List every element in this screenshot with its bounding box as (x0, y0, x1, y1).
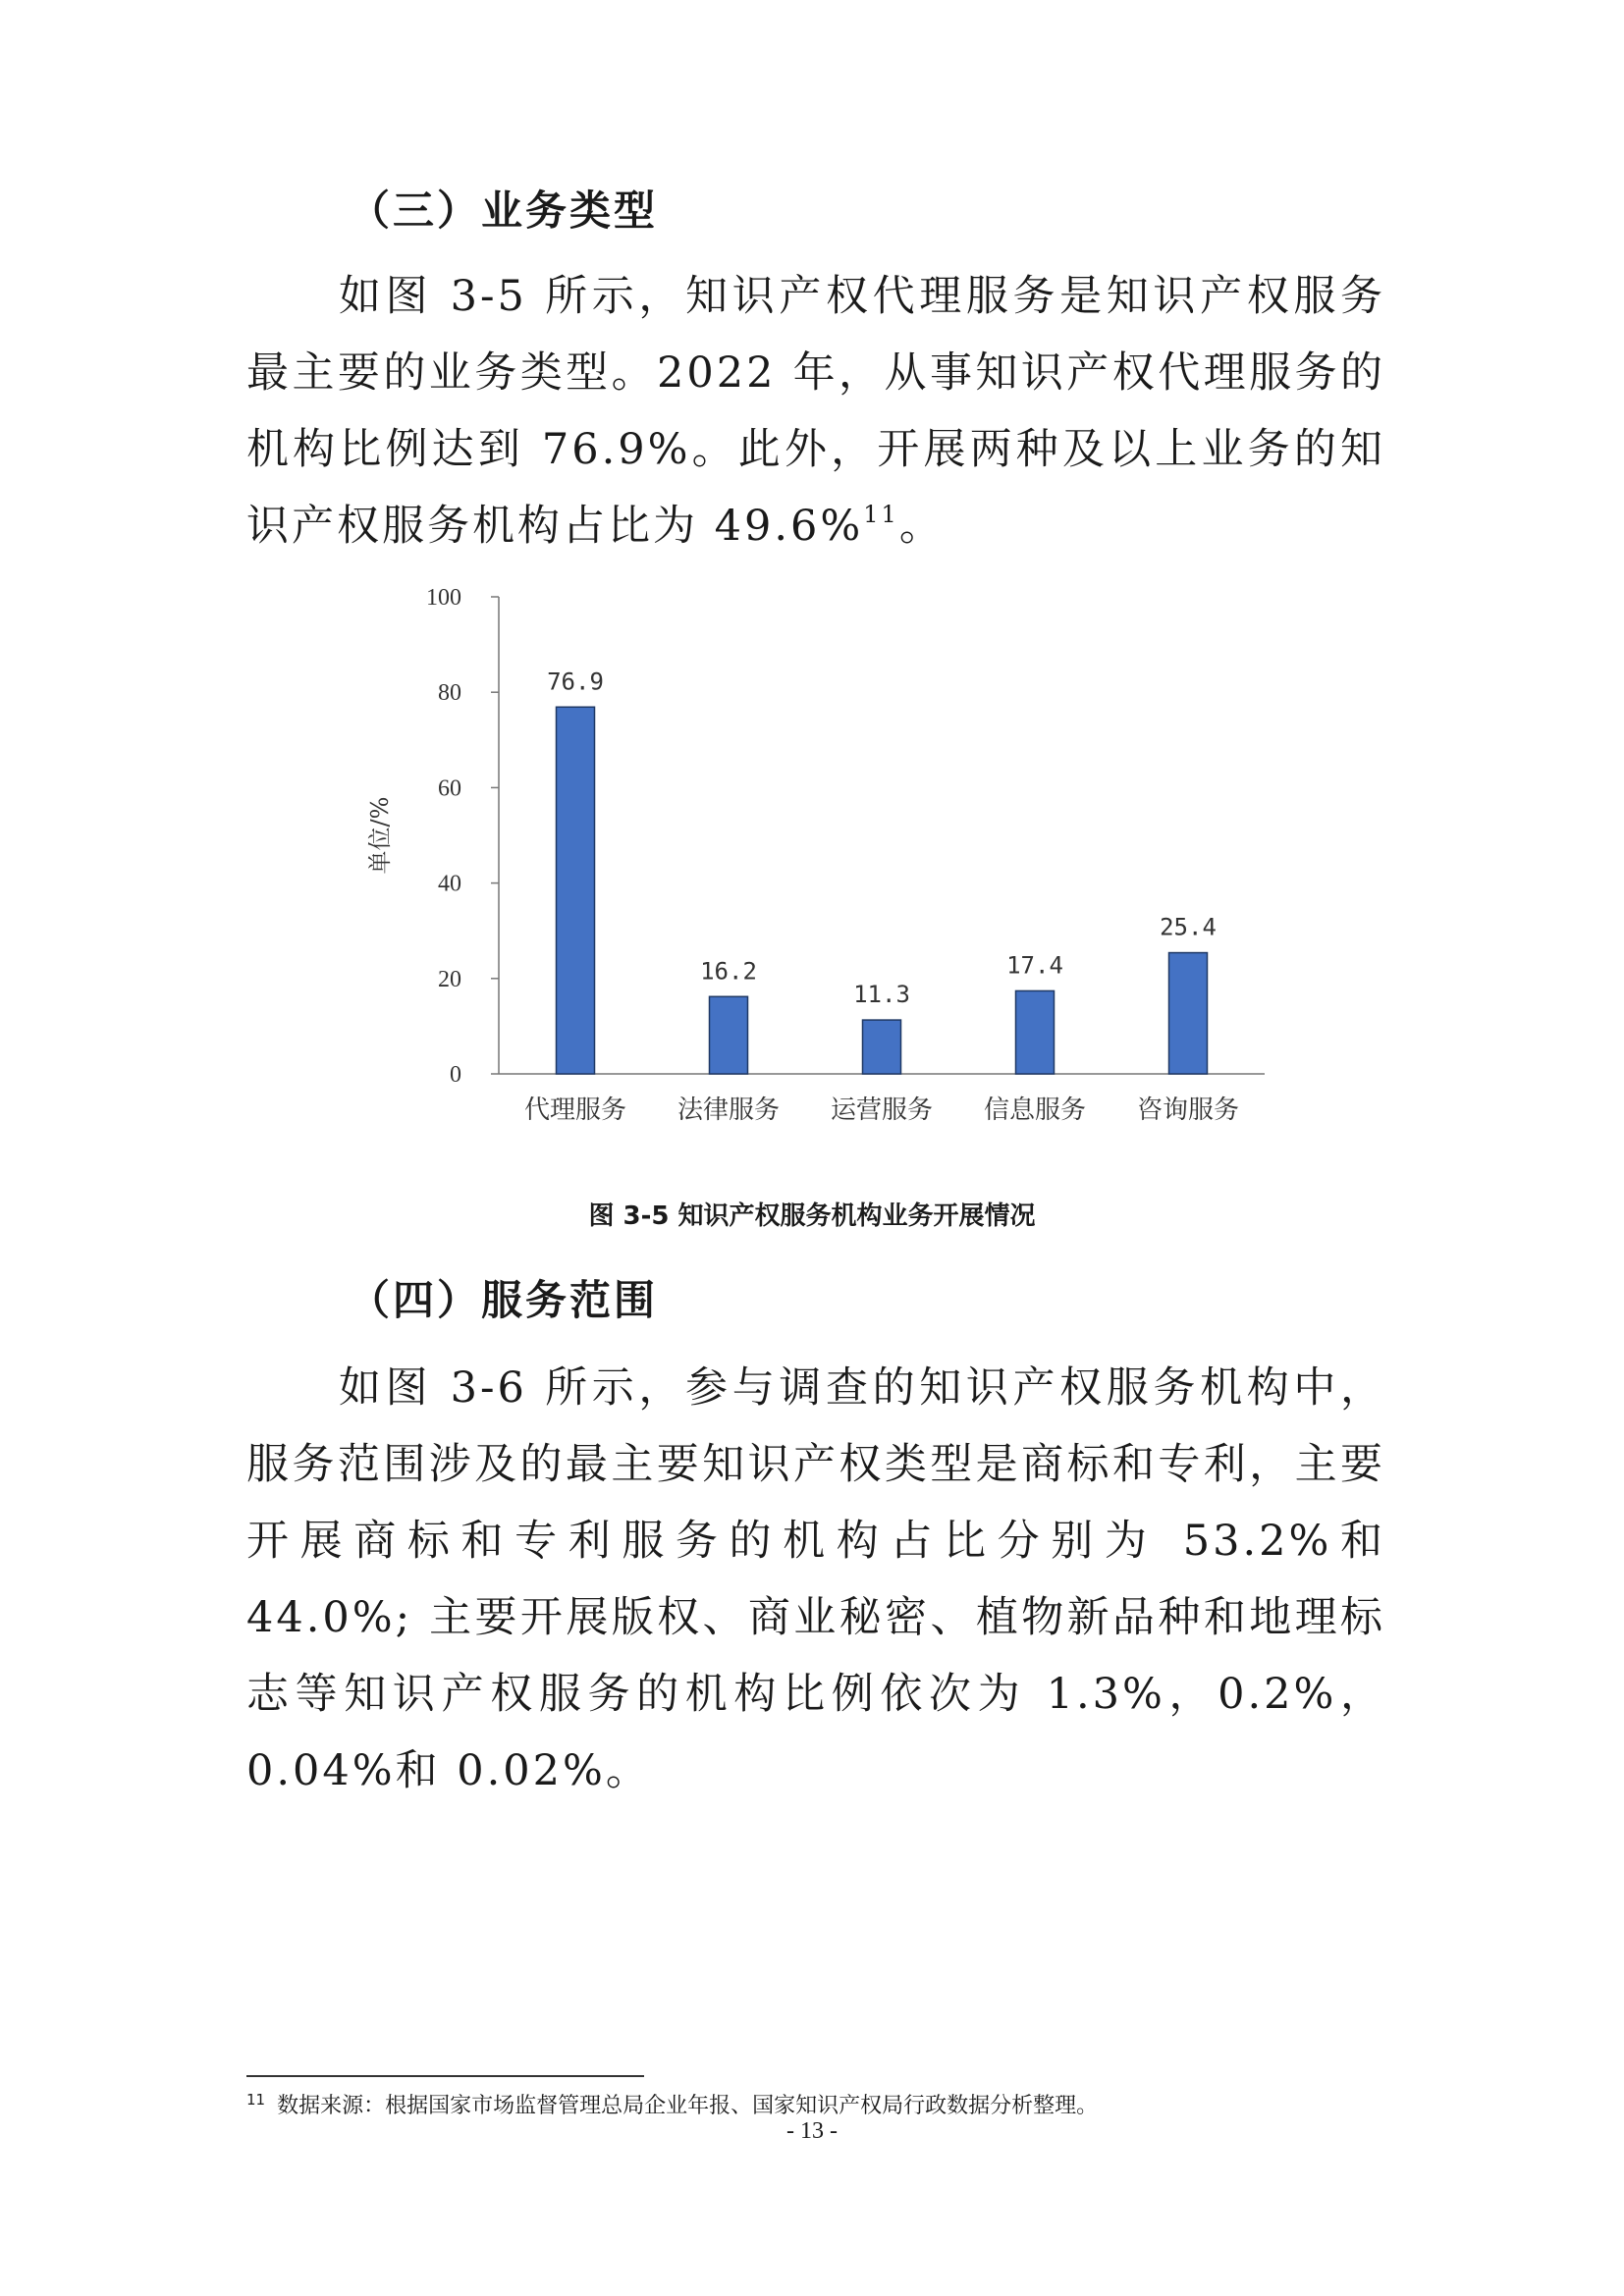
x-tick-label-4: 信息服务 (983, 1095, 1087, 1125)
section-heading-business-types: （三）业务类型 (349, 187, 659, 235)
bar-4 (1016, 990, 1055, 1074)
x-tick-label-5: 咨询服务 (1136, 1095, 1240, 1125)
footnote-ref[interactable]: 11 (863, 501, 899, 528)
data-label-1: 76.9 (547, 667, 604, 696)
paragraph-text: 如图 3-5 所示，知识产权代理服务是知识产权服务最主要的业务类型。2022 年，从事知识产权代理服务的机构比例达到 76.9%。此外，开展两种及以上业务的知识产权服务机构占比为 49.6% (246, 272, 1385, 551)
bar-2 (710, 996, 748, 1074)
data-label-3: 11.3 (853, 981, 910, 1009)
y-tick-label: 0 (450, 1062, 461, 1088)
x-tick-label-1: 代理服务 (523, 1095, 627, 1125)
bar-chart (334, 571, 1276, 1141)
x-tick-label-3: 运营服务 (830, 1095, 934, 1125)
bar-1 (557, 707, 595, 1074)
y-tick-label: 40 (438, 871, 461, 897)
page-number: - 13 - (786, 2118, 838, 2144)
paragraph-service-scope: 如图 3-6 所示，参与调查的知识产权服务机构中，服务范围涉及的最主要知识产权类型是商标和专利，主要开展商标和专利服务的机构占比分别为 53.2%和 44.0%; 主要开展版权、商业秘密、植物新品种和地理标志等知识产权服务的机构比例依次为 1.3%，0.2%，0.04%和 0.02%。 (246, 1363, 1385, 1795)
figure-caption: 图 3-5 知识产权服务机构业务开展情况 (588, 1201, 1036, 1231)
data-label-5: 25.4 (1160, 913, 1217, 941)
x-tick-label-2: 法律服务 (677, 1095, 781, 1125)
footnote (246, 2089, 1098, 2119)
y-tick-label: 80 (438, 680, 461, 707)
data-label-2: 16.2 (700, 957, 757, 986)
footnote-number: 11 (246, 2091, 266, 2109)
footnote-text: 数据来源：根据国家市场监督管理总局企业年报、国家知识产权局行政数据分析整理。 (277, 2094, 1099, 2118)
data-label-4: 17.4 (1006, 951, 1063, 980)
paragraph-end: 。 (898, 502, 945, 551)
y-axis-label: 单位/% (366, 796, 394, 875)
y-tick-label: 60 (438, 775, 461, 802)
bar-5 (1169, 953, 1208, 1074)
paragraph-business-types (246, 258, 1385, 564)
y-tick-label: 20 (438, 966, 461, 992)
footnote-divider (246, 2075, 644, 2077)
chart-bars (557, 707, 1208, 1074)
chart-axes (366, 585, 1265, 1088)
y-tick-label: 100 (426, 585, 461, 611)
section-heading-service-scope: （四）服务范围 (349, 1276, 659, 1324)
bar-3 (863, 1020, 901, 1074)
